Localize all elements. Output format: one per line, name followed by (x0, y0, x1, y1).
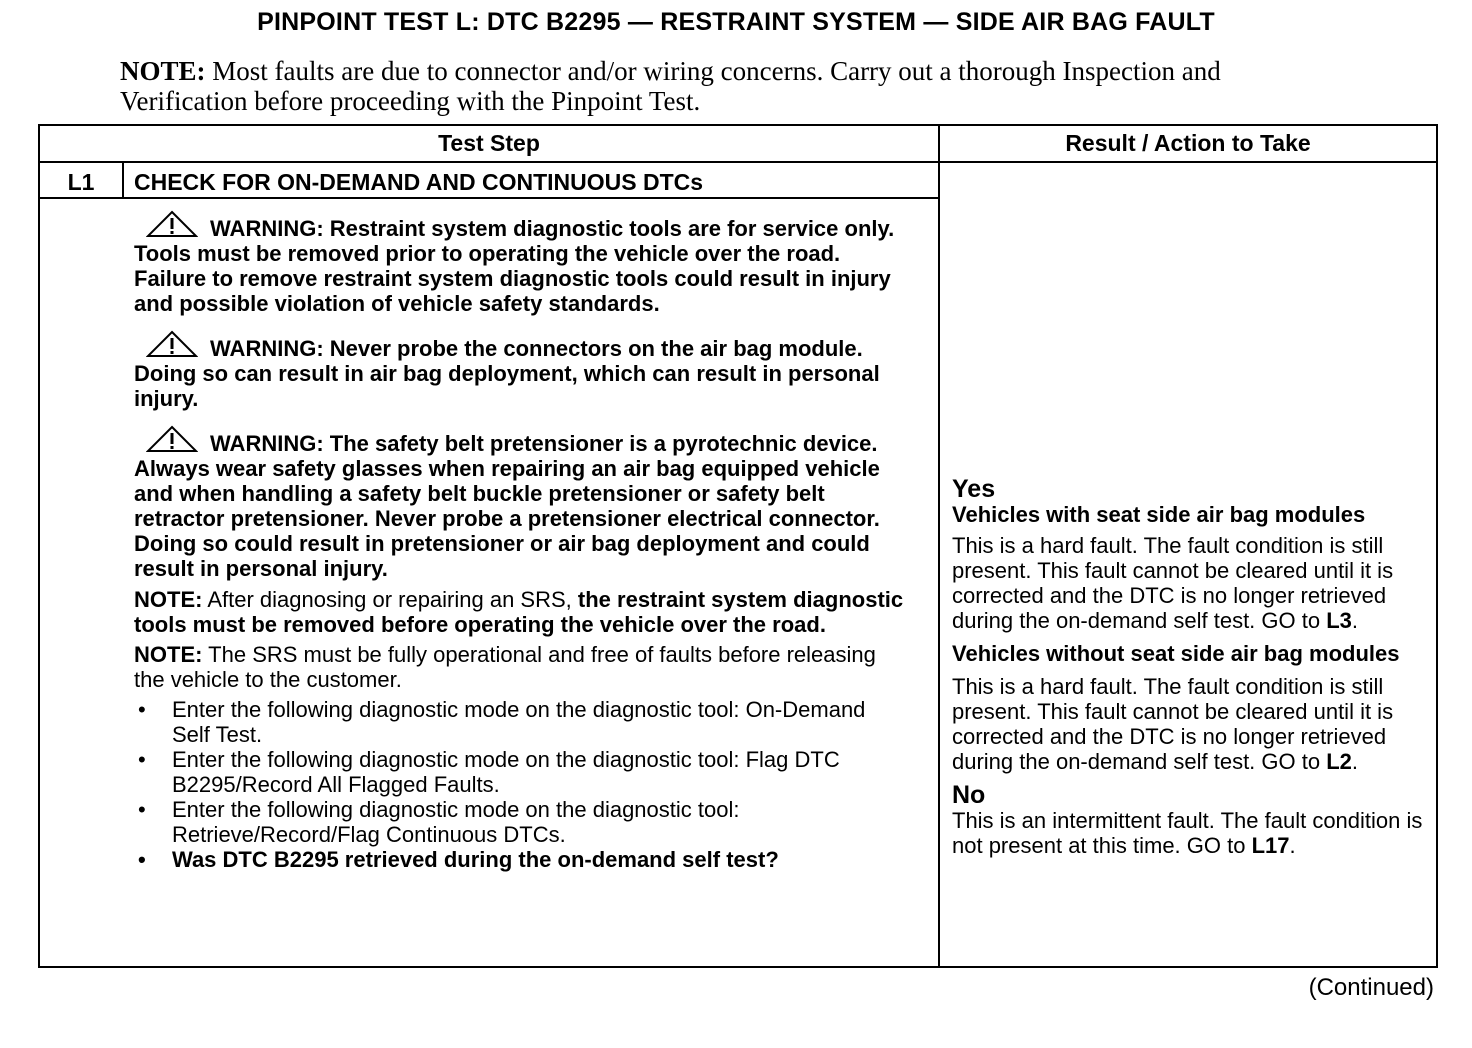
note-1-bold: the restraint system diagnostic tools must be removed before operating the vehicle over the road. (134, 587, 904, 637)
continued-label: (Continued) (1308, 974, 1434, 1001)
page-title: PINPOINT TEST L: DTC B2295 — RESTRAINT SYSTEM — SIDE AIR BAG FAULT (257, 8, 1215, 36)
yes-case-1-text (952, 533, 1436, 633)
yes-case-2-text (952, 674, 1436, 774)
yes-case-1-heading: Vehicles with seat side air bag modules (952, 502, 1366, 527)
result-content (952, 476, 1436, 866)
goto-link-l2[interactable]: L2 (1326, 749, 1352, 774)
yes-label: Yes (952, 475, 996, 503)
no-label: No (952, 781, 986, 809)
pinpoint-table (38, 124, 1438, 968)
note-1-plain: After diagnosing or repairing an SRS, (202, 587, 578, 612)
warning-triangle-icon (146, 330, 198, 358)
no-body: This is an intermittent fault. The fault condition is not present at this time. GO to (952, 808, 1423, 858)
header-result: Result / Action to Take (1065, 130, 1311, 156)
step-title: CHECK FOR ON-DEMAND AND CONTINUOUS DTCs (134, 169, 704, 195)
goto-link-l17[interactable]: L17 (1251, 833, 1290, 858)
warning-3-text: WARNING: The safety belt pretensioner is a pyrotechnic device. Always wear safety glasses when repairing an air bag equipped vehicle and when handling a safety belt buckle pretensioner or safety belt retractor pretensioner. Never probe a pretensioner electrical connector. Doing so could result in pretensioner or air bag deployment and could result in personal injury. (134, 431, 880, 581)
yes-case-1-end: . (1351, 608, 1359, 633)
warning-1-text: WARNING: Restraint system diagnostic tools are for service only. Tools must be removed prior to operating the vehicle over the road. Failure to remove restraint system diagnostic tools could result in injury and possible violation of vehicle safety standards. (134, 216, 895, 316)
yes-case-2-heading: Vehicles without seat side air bag modules (952, 641, 1400, 666)
warning-triangle-icon (146, 425, 198, 453)
top-note (120, 56, 1260, 116)
warning-3 (134, 425, 904, 581)
note-2 (134, 642, 904, 692)
note-2-plain: The SRS must be fully operational and free of faults before releasing the vehicle to the customer. (134, 642, 876, 692)
yes-case-1-body: This is a hard fault. The fault condition is still present. This fault cannot be cleared until it is corrected and the DTC is no longer retrieved during the on-demand self test. GO to (952, 533, 1394, 633)
bullet-item: • Enter the following diagnostic mode on the diagnostic tool: Retrieve/Record/Flag Continuous DTCs. (134, 797, 904, 847)
step-id: L1 (67, 169, 95, 195)
warning-2 (134, 330, 904, 411)
step-question: • Was DTC B2295 retrieved during the on-demand self test? (134, 847, 904, 872)
bullet-item: • Enter the following diagnostic mode on the diagnostic tool: On-Demand Self Test. (134, 697, 904, 747)
no-text (952, 808, 1436, 858)
no-end: . (1289, 833, 1296, 858)
step-content (134, 210, 904, 872)
warning-1 (134, 210, 904, 316)
yes-case-2-body: This is a hard fault. The fault condition is still present. This fault cannot be cleared until it is corrected and the DTC is no longer retrieved during the on-demand self test. GO to (952, 674, 1394, 774)
warning-2-text: WARNING: Never probe the connectors on the air bag module. Doing so can result in air bag deployment, which can result in personal injury. (134, 336, 880, 411)
warning-triangle-icon (146, 210, 198, 238)
top-note-text: Most faults are due to connector and/or wiring concerns. Carry out a thorough Inspection and Verification before proceeding with the Pinpoint Test. (120, 56, 1221, 116)
top-note-label: NOTE: (120, 56, 206, 86)
note-1-label: NOTE: (134, 587, 203, 612)
note-2-label: NOTE: (134, 642, 203, 667)
goto-link-l3[interactable]: L3 (1326, 608, 1352, 633)
header-test-step: Test Step (438, 130, 540, 156)
note-1 (134, 587, 904, 637)
bullet-item: • Enter the following diagnostic mode on the diagnostic tool: Flag DTC B2295/Record All Flagged Faults. (134, 747, 904, 797)
step-bullets (134, 697, 904, 872)
yes-case-2-end: . (1351, 749, 1359, 774)
